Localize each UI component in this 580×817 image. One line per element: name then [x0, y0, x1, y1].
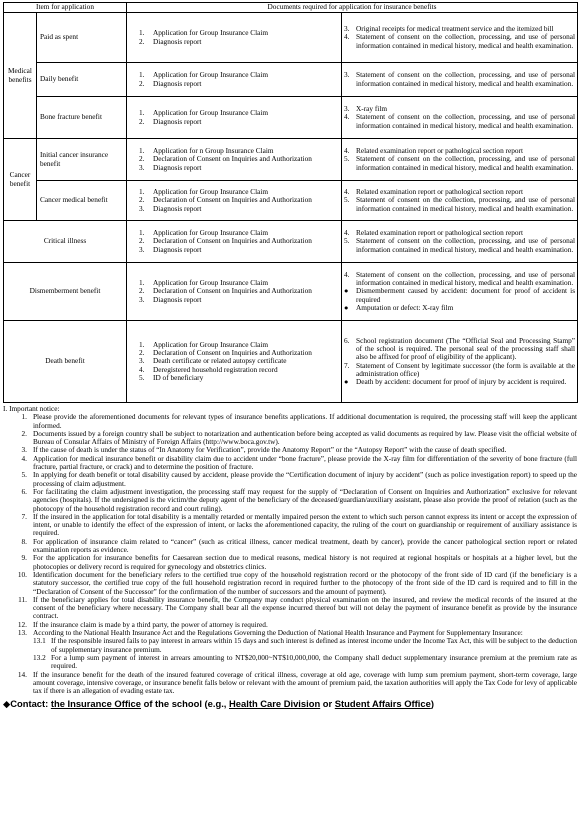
notice-number: 14. [17, 669, 27, 679]
contact-division: Health Care Division [229, 698, 321, 710]
item-number: 2. [139, 348, 145, 358]
medical-benefits-label: Medical benefits [4, 13, 37, 139]
notice-sub-text: If the responsible insured fails to pay interest in arrears within 15 days and such interest is defined as interest income under the Income Tax Act, this will be subject to the deduction of supplementary insurance premium. [51, 636, 578, 654]
document-item [344, 304, 575, 312]
item-text: Diagnosis report [153, 294, 202, 304]
right-docs [342, 321, 578, 403]
notice-sub-item [33, 654, 577, 671]
item-number: 1. [139, 339, 145, 349]
item-number: ● [344, 286, 349, 296]
notice-sub-list [3, 637, 577, 670]
item-text: Dismemberment caused by accident: document for proof of accident is required [356, 286, 576, 304]
notice-item [3, 596, 577, 621]
item-text: Application for Group Insurance Claim [153, 187, 269, 197]
notice-item [3, 513, 577, 538]
document-item [344, 378, 575, 386]
left-docs [127, 221, 342, 263]
item-text: Statement of consent on the collection, processing, and use of personal information contained in medical history, medical and health examination. [356, 112, 576, 130]
left-docs [127, 181, 342, 221]
right-docs [342, 13, 578, 63]
table-row [4, 321, 578, 403]
notice-number: 11. [18, 594, 27, 604]
table-header-row [4, 3, 578, 13]
item-text: Application for Group Insurance Claim [153, 278, 269, 288]
item-number: 5. [139, 372, 145, 382]
item-text: Declaration of Consent on Inquiries and Authorization [153, 154, 312, 164]
item-number: 3. [139, 356, 145, 366]
notice-text: For the application for insurance benefits for Caesarean section due to medical reasons, medical history is not required at regional hospitals or hospitals at a higher level, but the photocopies or delivery record is required for gynecology and obstetrics clinics. [33, 553, 577, 571]
document-item [344, 337, 575, 362]
header-item: Item for application [4, 3, 127, 13]
item-text: Related examination report or pathological section report [356, 228, 523, 238]
item-text: Statement of consent on the collection, processing, and use of personal information contained in medical history, medical and health examination. [356, 236, 576, 254]
claim-documents-page [3, 0, 577, 709]
right-docs [342, 263, 578, 321]
item-text: Application for Group Insurance Claim [153, 228, 269, 238]
item-text: Diagnosis report [153, 244, 202, 254]
item-number: 3. [139, 162, 145, 172]
right-docs [342, 181, 578, 221]
item-text: Application for n Group Insurance Claim [153, 146, 274, 156]
item-number: 2. [139, 78, 145, 88]
documents-table [3, 2, 578, 403]
notice-text: Please provide the aforementioned documents for relevant types of insurance benefits applications. If additional documentation is required, the processing staff will keep the applicant informed. [33, 412, 577, 430]
notice-item [3, 455, 577, 472]
document-item [344, 71, 575, 88]
item-number: 3. [344, 24, 350, 34]
item-number: 1. [139, 146, 145, 156]
item-text: Declaration of Consent on Inquiries and Authorization [153, 236, 312, 246]
item-number: 3. [139, 244, 145, 254]
document-item [139, 80, 339, 88]
item-number: 3. [139, 203, 145, 213]
notice-text: If the insurance benefit for the death of the insured featured coverage of critical illness, coverage at old age, coverage with lump sum premium payment, short-term coverage, large amount coverage, intensive coverage, or insurance benefit falls below or relevant with the amount of premium paid, the taxation authorities will apply the Tax Code for levy of applicable tax if there is an allegation of evading estate tax. [33, 669, 577, 696]
item-text: Death certificate or related autopsy certificate [153, 356, 287, 366]
notice-item [3, 571, 577, 596]
notice-item [3, 554, 577, 571]
item-text: Statement of consent on the collection, processing, and use of personal information contained in medical history, medical and health examination. [356, 32, 576, 50]
notice-number: 8. [21, 536, 27, 546]
notice-number: 10. [17, 569, 27, 579]
left-docs [127, 139, 342, 181]
document-item [139, 246, 339, 254]
item-text: X-ray film [356, 104, 388, 114]
document-item [344, 271, 575, 288]
notice-item [3, 430, 577, 447]
item-number: 1. [139, 278, 145, 288]
notice-item [3, 538, 577, 555]
table-row [4, 263, 578, 321]
table-row [4, 97, 578, 139]
table-row [4, 181, 578, 221]
item-number: 2. [139, 286, 145, 296]
item-number: 4. [344, 32, 350, 42]
item-text: Diagnosis report [153, 78, 202, 88]
header-documents: Documents required for application for insurance benefits [127, 3, 578, 13]
item-number: 2. [139, 236, 145, 246]
item-text: Application for Group Insurance Claim [153, 108, 269, 118]
document-item [344, 196, 575, 213]
item-text: School registration document (The “Official Seal and Processing Stamp” of the school is required. The personal seal of the processing staff shall also be affixed for proof of eligibility of the applicant). [356, 335, 576, 362]
item-text: Deregistered household registration record [153, 364, 278, 374]
item-text: Application for Group Insurance Claim [153, 339, 269, 349]
item-number: ● [344, 302, 349, 312]
item-number: 2. [139, 195, 145, 205]
notice-text: For application of insurance claim related to “cancer” (such as critical illness, cancer medical treatment, death by cancer), provide the cancer pathological section report or related examination reports as evidence. [33, 536, 577, 555]
right-docs [342, 221, 578, 263]
item-number: 4. [344, 187, 350, 197]
notice-text: For facilitating the claim adjustment investigation, the processing staff may request for the supply of “Declaration of Consent on Inquiries and Authorization” exclusive for relevant agencies (hospitals). If the undersigned is the victim/the deputy agent of the beneficiary of the deceased/guardian/auxiliary assistant, please also provide the proof of relation (such as the photocopy of the household registration record and court ruling). [33, 486, 577, 513]
item-text: Statement of consent on the collection, processing, and use of personal information contained in medical history, medical and health examination. [356, 70, 576, 88]
left-docs [127, 97, 342, 139]
notice-heading: I. Important notice: [3, 404, 60, 413]
notice-number: 6. [21, 486, 27, 496]
notice-number: 13. [17, 628, 27, 638]
left-docs [127, 63, 342, 97]
cancer-benefit-label: Cancer benefit [4, 139, 37, 221]
row-name: Critical illness [4, 221, 127, 263]
table-row [4, 13, 578, 63]
notice-number: 9. [21, 553, 27, 563]
item-number: 1. [139, 187, 145, 197]
notice-text: If the insured in the application for total disability is a mentally retarded or mentally impaired person the extent to which such person cannot express its intent or accept the expression of intent, or unable to identify the effect of the expression of intent, or lacks the aforementioned capacity, the ruling of the court on guardianship or requirement of auxiliary assistance is required. [33, 511, 577, 538]
item-text: Application for Group Insurance Claim [153, 28, 269, 38]
item-number: 5. [344, 195, 350, 205]
item-number: 4. [344, 228, 350, 238]
notice-text: If the cause of death is under the status of “In Anatomy for Verification”, provide the Anatomy Report” or the “Autopsy Report” with the cause of death specified. [33, 445, 507, 455]
document-item [344, 362, 575, 379]
item-number: 1. [139, 70, 145, 80]
notice-text: If the beneficiary applies for total disability insurance benefit, the Company may conduct physical examination on the insured, and review the medical records of the insured at the consent of the beneficiary where necessary. The Company shall bear all the expense incurred thereof but will not delay the payment of insurance benefit as provide by the insurance contract. [33, 594, 577, 621]
item-text: Statement of consent on the collection, processing, and use of personal information contained in medical history, medical and health examination. [356, 195, 576, 213]
notice-list [3, 413, 577, 637]
right-docs [342, 97, 578, 139]
item-text: Related examination report or pathological section report [356, 146, 523, 156]
contact-affairs: Student Affairs Office [334, 698, 431, 710]
notice-number: 3. [21, 445, 27, 455]
right-docs [342, 63, 578, 97]
item-number: 3. [344, 104, 350, 114]
notice-number: 12. [17, 619, 27, 629]
left-docs [127, 263, 342, 321]
item-number: 4. [139, 364, 145, 374]
table-row [4, 63, 578, 97]
diamond-icon: ◆ [3, 698, 11, 710]
item-text: Diagnosis report [153, 162, 202, 172]
item-number: 5. [344, 154, 350, 164]
contact-suffix: ) [430, 698, 434, 710]
document-item [344, 237, 575, 254]
item-number: 2. [139, 116, 145, 126]
item-number: 2. [139, 154, 145, 164]
row-name: Bone fracture benefit [37, 97, 127, 139]
item-text: Death by accident: document for proof of injury by accident is required. [356, 377, 567, 387]
notice-item [3, 413, 577, 430]
item-number: 7. [344, 360, 350, 370]
item-text: Related examination report or pathological section report [356, 187, 523, 197]
important-notice [3, 405, 577, 695]
left-docs [127, 321, 342, 403]
item-text: Statement of Consent by legitimate successor (the form is available at the administration office) [356, 360, 576, 378]
item-text: Declaration of Consent on Inquiries and Authorization [153, 195, 312, 205]
notice-text: If the insurance claim is made by a third party, the power of attorney is required. [33, 619, 268, 629]
item-text: Original receipts for medical treatment service and the itemized bill [356, 24, 554, 34]
item-text: Statement of consent on the collection, processing, and use of personal information contained in medical history, medical and health examination. [356, 269, 576, 288]
document-item [139, 296, 339, 304]
notice-text: According to the National Health Insurance Act and the Regulations Governing the Deduction of National Health Insurance and Payment for Supplementary Insurance: [33, 628, 523, 638]
row-name: Daily benefit [37, 63, 127, 97]
notice-item [3, 671, 577, 696]
table-row [4, 139, 578, 181]
contact-middle: of the school (e.g., [140, 698, 230, 710]
document-item [344, 113, 575, 130]
notice-number: 7. [21, 511, 27, 521]
document-item [139, 205, 339, 213]
item-number: 4. [344, 112, 350, 122]
item-number: 1. [139, 108, 145, 118]
table-row [4, 221, 578, 263]
document-item [344, 287, 575, 304]
notice-number: 4. [21, 453, 27, 463]
document-item [344, 155, 575, 172]
item-number: 5. [344, 236, 350, 246]
item-number: 6. [344, 335, 350, 345]
row-name: Initial cancer insurance benefit [37, 139, 127, 181]
notice-text: Documents issued by a foreign country shall be subject to notarization and authentication before being accepted as valid documents as required by law. Please visit the official website of Bureau of Consular Affairs of Ministry of Foreign Affairs (http://www.boca.gov.tw). [33, 428, 577, 447]
item-number: 1. [139, 28, 145, 38]
item-number: 2. [139, 36, 145, 46]
item-text: ID of beneficiary [153, 372, 204, 382]
contact-or: or [320, 698, 335, 710]
item-text: Declaration of Consent on Inquiries and Authorization [153, 286, 312, 296]
notice-item [3, 488, 577, 513]
document-item [139, 38, 339, 46]
item-number: 4. [344, 269, 350, 279]
row-name: Death benefit [4, 321, 127, 403]
row-name: Paid as spent [37, 13, 127, 63]
notice-sub-text: For a lump sum payment of interest in arrears amounting to NT$20,000~NT$10,000,000, the Company shall deduct supplementary insurance premium at the premium rate as required. [51, 652, 577, 671]
row-name: Cancer medical benefit [37, 181, 127, 221]
notice-text: In applying for death benefit or total disability caused by accident, please provide the “Certification document of injury by accident” (such as police investigation report) to speed up the processing of claim adjustment. [33, 470, 577, 488]
contact-prefix: Contact: [10, 698, 51, 710]
item-number: 1. [139, 228, 145, 238]
item-number: 4. [344, 146, 350, 156]
contact-office: the Insurance Office [50, 698, 141, 710]
notice-item [3, 471, 577, 488]
row-name: Dismemberment benefit [4, 263, 127, 321]
item-text: Diagnosis report [153, 116, 202, 126]
document-item [139, 164, 339, 172]
notice-sub-number: 13.2 [33, 652, 46, 662]
right-docs [342, 139, 578, 181]
document-item [139, 118, 339, 126]
item-text: Diagnosis report [153, 203, 202, 213]
notice-text: Identification document for the beneficiary refers to the certified true copy of the household registration record or the photocopy of the front side of ID card (if the beneficiary is a statutory successor, the certified true copy of the full household registration record in required further to the photocopy of the front side of the ID card is required and to fill in the “Declaration of Consent of the Successor” for the confirmation of the number of successors and the amount of payment). [33, 569, 577, 596]
notice-sub-item [33, 637, 577, 654]
item-text: Diagnosis report [153, 36, 202, 46]
document-item [344, 33, 575, 50]
item-text: Application for Group Insurance Claim [153, 70, 269, 80]
item-text: Statement of consent on the collection, processing, and use of personal information contained in medical history, medical and health examination. [356, 154, 576, 172]
notice-sub-number: 13.1 [33, 636, 46, 646]
contact-line [3, 698, 577, 709]
notice-number: 2. [21, 428, 27, 438]
left-docs [127, 13, 342, 63]
notice-number: 1. [21, 412, 27, 422]
document-item [139, 374, 339, 382]
item-number: ● [344, 377, 349, 387]
notice-number: 5. [21, 470, 27, 480]
item-text: Amputation or defect: X-ray film [356, 302, 454, 312]
item-number: 3. [344, 70, 350, 80]
item-text: Declaration of Consent on Inquiries and Authorization [153, 348, 312, 358]
item-number: 3. [139, 294, 145, 304]
notice-text: Application for medical insurance benefit or disability claim due to accident under “bone fracture”, please provide the X-ray film for differentiation of the severity of bone fracture (full fracture, partial fracture, or crack) and to determine the position of fracture. [33, 453, 577, 472]
